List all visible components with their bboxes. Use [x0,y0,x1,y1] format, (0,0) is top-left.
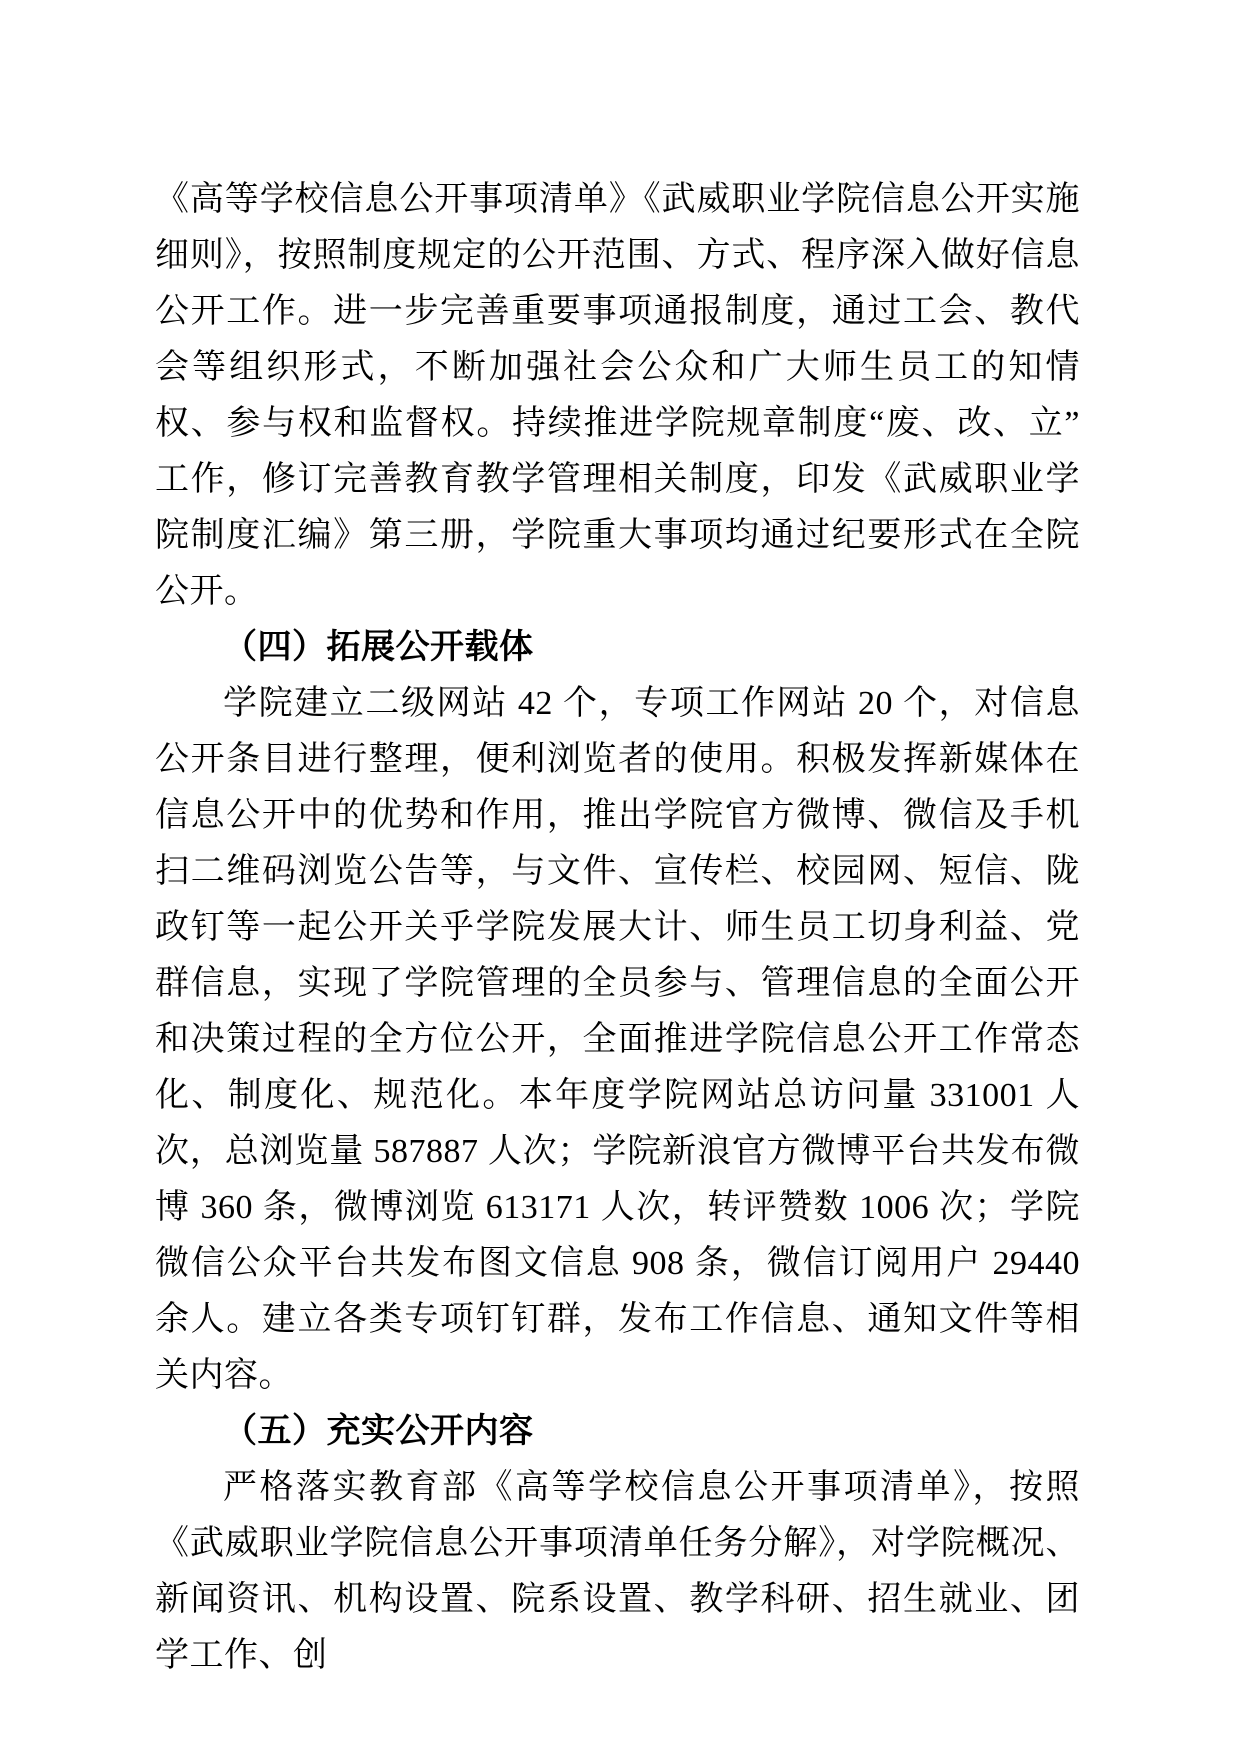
paragraph-continuation: 《高等学校信息公开事项清单》《武威职业学院信息公开实施细则》，按照制度规定的公开范围、方式、程序深入做好信息公开工作。进一步完善重要事项通报制度，通过工会、教代会等组织形式，不断加强社会公众和广大师生员工的知情权、参与权和监督权。持续推进学院规章制度“废、改、立”工作，修订完善教育教学管理相关制度，印发《武威职业学院制度汇编》第三册，学院重大事项均通过纪要形式在全院公开。 [155,181,1080,610]
document-body [155,172,1080,1684]
section-heading-5: （五）充实公开内容 [223,1413,534,1450]
paragraph-section-5-body: 严格落实教育部《高等学校信息公开事项清单》，按照《武威职业学院信息公开事项清单任务分解》，对学院概况、新闻资讯、机构设置、院系设置、教学科研、招生就业、团学工作、创 [155,1469,1080,1674]
section-heading-4: （四）拓展公开载体 [223,629,534,666]
paragraph-section-4-body: 学院建立二级网站 42 个，专项工作网站 20 个，对信息公开条目进行整理，便利浏览者的使用。积极发挥新媒体在信息公开中的优势和作用，推出学院官方微博、微信及手机扫二维码浏览公告等，与文件、宣传栏、校园网、短信、陇政钉等一起公开关乎学院发展大计、师生员工切身利益、党群信息，实现了学院管理的全员参与、管理信息的全面公开和决策过程的全方位公开，全面推进学院信息公开工作常态化、制度化、规范化。本年度学院网站总访问量 331001 人次，总浏览量 587887 人次；学院新浪官方微博平台共发布微博 360 条，微博浏览 613171 人次，转评赞数 1006 次；学院微信公众平台共发布图文信息 908 条，微信订阅用户 29440 余人。建立各类专项钉钉群，发布工作信息、通知文件等相关内容。 [155,685,1080,1394]
